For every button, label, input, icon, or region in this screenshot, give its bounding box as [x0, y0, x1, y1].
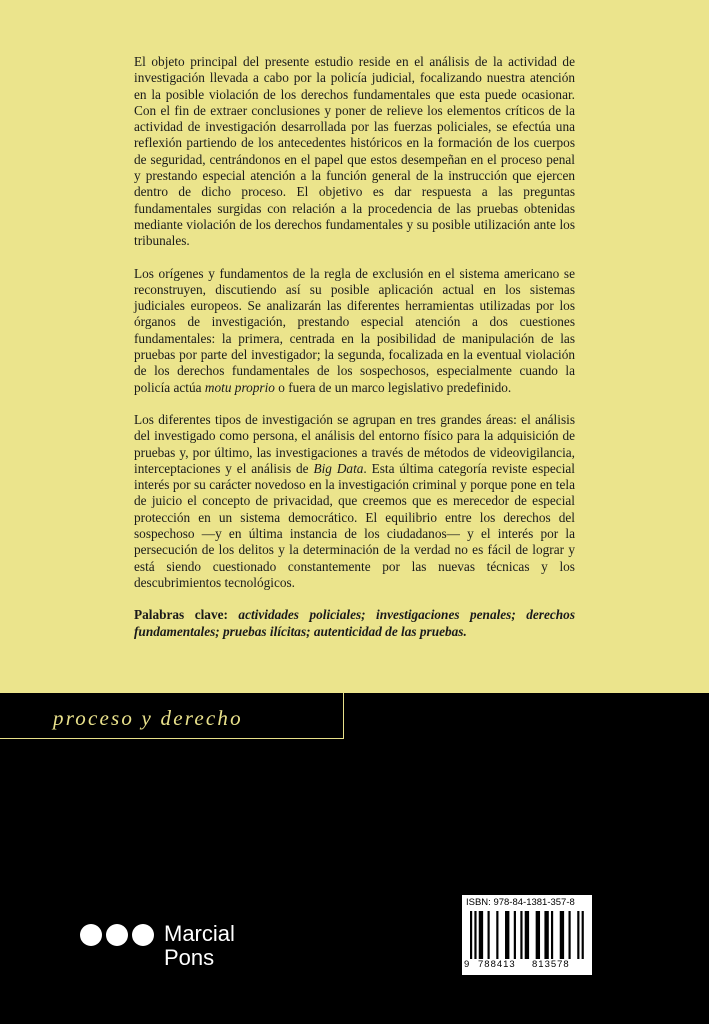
barcode-digits-right: 813578 — [532, 959, 570, 970]
barcode-block — [462, 895, 592, 975]
barcode-bar — [474, 911, 476, 959]
barcode-bar — [505, 911, 509, 959]
barcode-icon — [470, 911, 586, 961]
isbn-label: ISBN: 978-84-1381-357-8 — [466, 897, 575, 908]
barcode-bar — [520, 911, 522, 959]
barcode-bar — [568, 911, 570, 959]
paragraph-3: Los diferentes tipos de investigación se agrupan en tres grandes áreas: el análisis del investigado como persona, el análisis del entorno físico para la adquisición de pruebas y, por último, las investigaciones a través de métodos de videovigilancia, interceptaciones y el análisis de Big Data. Esta última categoría reviste especial interés por su carácter novedoso en la investigación criminal y porque pone en tela de juicio el concepto de privacidad, que creemos que es merecedor de especial protección en un sistema democrático. El equilibrio entre los derechos del sospechoso —y en última instancia de los ciudadanos— y el interés por la persecución de los delitos y la determinación de la verdad no es fácil de lograr y está siendo cuestionado constantemente por las nuevas técnicas y los descubrimientos tecnológicos. — [134, 411, 575, 590]
italic-term: Big Data — [313, 460, 364, 476]
publisher-name: Marcial Pons — [164, 921, 235, 970]
paragraph-2: Los orígenes y fundamentos de la regla de exclusión en el sistema americano se reconstruyen, discutiendo así su posible aplicación actual en los sistemas judiciales europeos. Se analizarán las diferentes herramientas utilizadas por los órganos de investigación, prestando especial atención a dos cuestiones fundamentales: la primera, centrada en la posibilidad de manipulación de las pruebas por parte del investigador; la segunda, focalizada en la eventual violación de los derechos fundamentales de los sospechosos, especialmente cuando la policía actúa motu proprio o fuera de un marco legislativo predefinido. — [134, 265, 575, 395]
barcode-bar — [582, 911, 584, 959]
barcode-bar — [470, 911, 472, 959]
publisher-logo-circles-icon — [80, 924, 160, 954]
barcode-bar — [479, 911, 483, 959]
logo-circle — [132, 924, 154, 946]
logo-circle — [80, 924, 102, 946]
publisher-logo — [80, 919, 250, 973]
barcode-bar — [496, 911, 498, 959]
barcode-bar — [577, 911, 579, 959]
back-cover-text — [134, 54, 575, 656]
barcode-bar — [536, 911, 540, 959]
barcode-digits-left: 788413 — [478, 959, 516, 970]
keywords: Palabras clave: actividades policiales; investigaciones penales; derechos fundamentales; pruebas ilícitas; autenticidad de las pruebas. — [134, 607, 576, 639]
barcode-bar — [525, 911, 529, 959]
italic-term: motu proprio — [204, 379, 275, 395]
logo-circle — [106, 924, 128, 946]
cover-lower-band — [0, 693, 709, 1024]
barcode-bar — [551, 911, 553, 959]
barcode-digit-first: 9 — [464, 959, 470, 970]
series-title: proceso y derecho — [53, 706, 243, 730]
barcode-bar — [514, 911, 516, 959]
barcode-bar — [544, 911, 548, 959]
barcode-bar — [560, 911, 564, 959]
paragraph-1: El objeto principal del presente estudio reside en el análisis de la actividad de investigación llevada a cabo por la policía judicial, focalizando nuestra atención en la posible violación de los derechos fundamentales que esta puede ocasionar. Con el fin de extraer conclusiones y poner de relieve los elementos críticos de la actividad de investigación desarrollada por las fuerzas policiales, se efectúa una reflexión partiendo de los antecedentes históricos en la formación de los cuerpos de seguridad, centrándonos en el papel que estos desempeñan en el proceso penal y prestando especial atención a la función general de la instrucción que ejercen dentro de dicho proceso. El objetivo es dar respuesta a las preguntas fundamentales surgidas con relación a la procedencia de las pruebas obtenidas mediante violación de los derechos fundamentales y su posible utilización ante los tribunales. — [134, 54, 575, 249]
barcode-bar — [488, 911, 490, 959]
